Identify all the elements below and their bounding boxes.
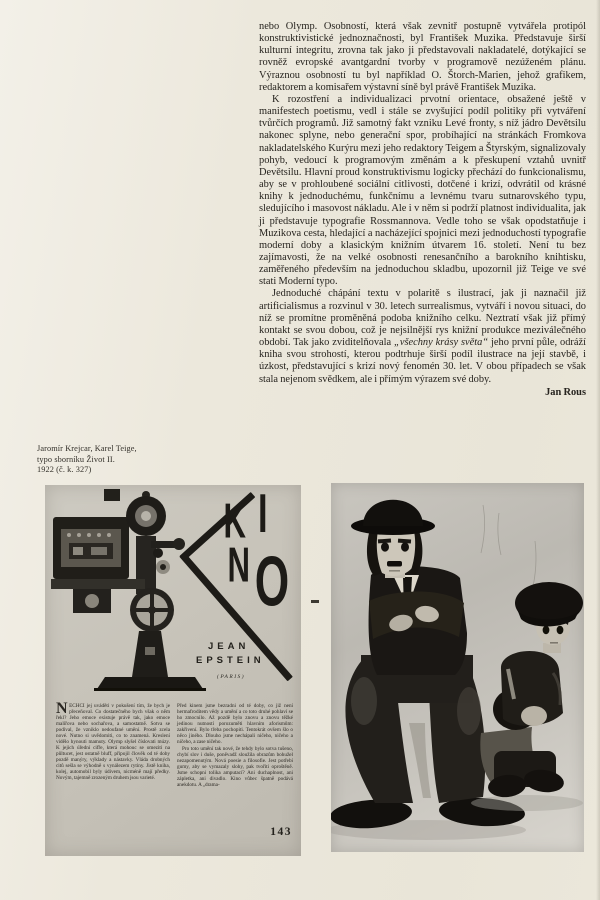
plate-text-column-2 (177, 703, 293, 788)
kino-plate-figure (45, 485, 301, 856)
column-2-paragraph-2: Pro toto umění tak nové, že tehdy bylo sotva tušeno, chybí slov i duše, poněvadž sloužila obrazům bohužel nezapomenutým. Nová poesie a filosofie. Jest potřebí gumy, aby se vymazaly slohy, pak tvořiti oproštěně. Jsme schopni tolika amputací? Ani duchaplnost, ani zápletka, ani divadlo. Kino vůbec špatně podává anekdotu. A „drama- (177, 746, 293, 788)
kino-letter-o: O (254, 543, 290, 621)
figure-caption (37, 444, 237, 476)
caption-line-1: Jaromír Krejcar, Karel Teige, (37, 444, 137, 453)
mustache (387, 561, 402, 567)
plate-page-number: 143 (270, 826, 292, 838)
drop-cap: N (56, 700, 68, 717)
film-projector-illustration (47, 489, 207, 694)
paragraph-3 (259, 288, 586, 385)
chaplin-photo-figure (331, 483, 584, 852)
page-fold-mark (311, 600, 319, 603)
author-signature: Jan Rous (545, 386, 586, 398)
kino-letter-i: I (258, 485, 268, 544)
author-name-line-1: JEAN (208, 641, 250, 652)
caption-line-3: 1922 (č. k. 327) (37, 465, 92, 475)
author-name-line-2: EPSTEIN (196, 655, 265, 666)
kino-letter-k: K (223, 494, 246, 550)
paris-subtitle: (PARIS) (217, 674, 246, 680)
projector-base (97, 677, 203, 689)
plate-text-column-1 (56, 700, 170, 781)
caption-line-2: typo sborníku Život II. (37, 454, 115, 464)
kid-hands (521, 706, 547, 726)
kid-figure (471, 582, 583, 811)
paragraph-3-end: jeho první půle, odráží kniha svou strohostí, kterou podtrhuje širší podíl ilustrace na její stavbě, i úzkost, představující s krizí nový fenomén 30. let. V obou případech se však stala nejenom svědkem, ale i přímým výrazem své doby. (259, 337, 586, 385)
column-1-text: ECHCI jej uváděti v pokušení tím, že bych je přeceňoval. Co dostatečného bych však o něm řekl? Jeho emoce existuje právě tak, jako emoce malířova nebo sochařova, a samostatně. Sotva se podíval, že vzniklo nedoufané umění. Prostě zcela nové. Nutno si uvědomiti, co to znamená. Kreslení vidělo hynouti mamuty. Olymp slyšel číslovati múzy. K jejich úřední cifře, která mohouc se omeziti na půltucet, jest ostatně bluff, připojil člověk od té doby pozdě manýry, výklady a nástavky. Vláda drobných citů sešla se výhodně s vynálezem rytiny. Jistě kniha, kolej, automobil byly údivem, nicméně mají předky. Novým, tajemně zrozeným druhem jsou varieté. (56, 703, 170, 781)
kino-letter-n: N (227, 538, 250, 594)
paragraph-2: K rozostření a individualizaci prvotní orientace, obsažené ještě v manifestech poetismu, vedl i stále se zvyšující podíl politiky při vytváření tvůrčích programů. Již samotný fakt vzniku Levé fronty, s níž jádro Devětsilu nakonec splyne, nebo generační spor, probíhající na stránkách Fromkova nakladatelského Kurýru mezi jeho redaktory Teigem a Štyrským, signalizovaly pohyb, vedoucí k programovým změnám a k přeskupení vztahů uvnitř Devětsilu. Hlavní proud konstruktivismu logicky přechází do funkcionalismu, aby se v prohloubené sociální citlivosti, dotčené i krizí, odvrátil od krásné knihy k jednoduchému, funkčnímu a levnému tvaru sutnarovského typu, sledujícího i masovost nákladu. Ale i v něm si podrží platnost individualita, jak ji představuje typografie Rossmannova. Vedle toho se však opodstatňuje i Muzikova cesta, hledající a nacházející spojnici mezi jednoduchostí typografie moderní doby a klasickým knižním útvarem 16. století. Není tu bez zajímavosti, že na velké osobnosti renesančního a barokního knihtisku, zaměřeného především na jednoduchou skladbu, upozornil již Teige ve své stati Moderní typo. (259, 93, 586, 288)
italic-phrase: „všechny krásy světa“ (394, 337, 489, 349)
chaplin-and-kid-illustration (331, 483, 584, 852)
paragraph-1: nebo Olymp. Osobností, která však zevnitř postupně vytvářela protipól konstruktivistické jednoznačnosti, byl František Muzika. Představuje širší kulturní integritu, zrovna tak jako ji představovali nakladatelé, dotýkající se rovněž evropské avantgardní tvorby v programově nezúženém plánu. Výraznou osobností tu byl například O. Štorch-Marien, jehož grafikem, redaktorem a komisařem výstavní síně byl právě František Muzika. (259, 21, 586, 93)
column-2-paragraph-1: Před kinem jsme bezradni od té doby, co již není hermafroditem vědy a umění a co toto druhé pohlaví se ho zmocnilo. Až pozdě bylo znovu a znovu těžké jedinou nutností porozuměti hlavním aforismům: zakřivení. Bylo třeba pochopiti. Tentokrát ovšem šlo o něco jiného. Dlouho jsme nechápali ničeho, ničeho a ničeho, a zase ničeho. (177, 703, 293, 745)
paragraph-3-start: Jednoduché chápání textu v polaritě s ilustrací, jak ji naznačil již artificialismus a rozvinul v 30. letech surrealismus, vytváří i novou situaci, do níž se promítne proměněná podoba knižního celku. Neztratí však již přímý kontakt se svou dobou, což je nejsilnější rys knižní produkce meziválečného období. Tak jako zviditelňovala (259, 288, 586, 349)
article-text (259, 21, 586, 399)
projector (51, 489, 206, 691)
